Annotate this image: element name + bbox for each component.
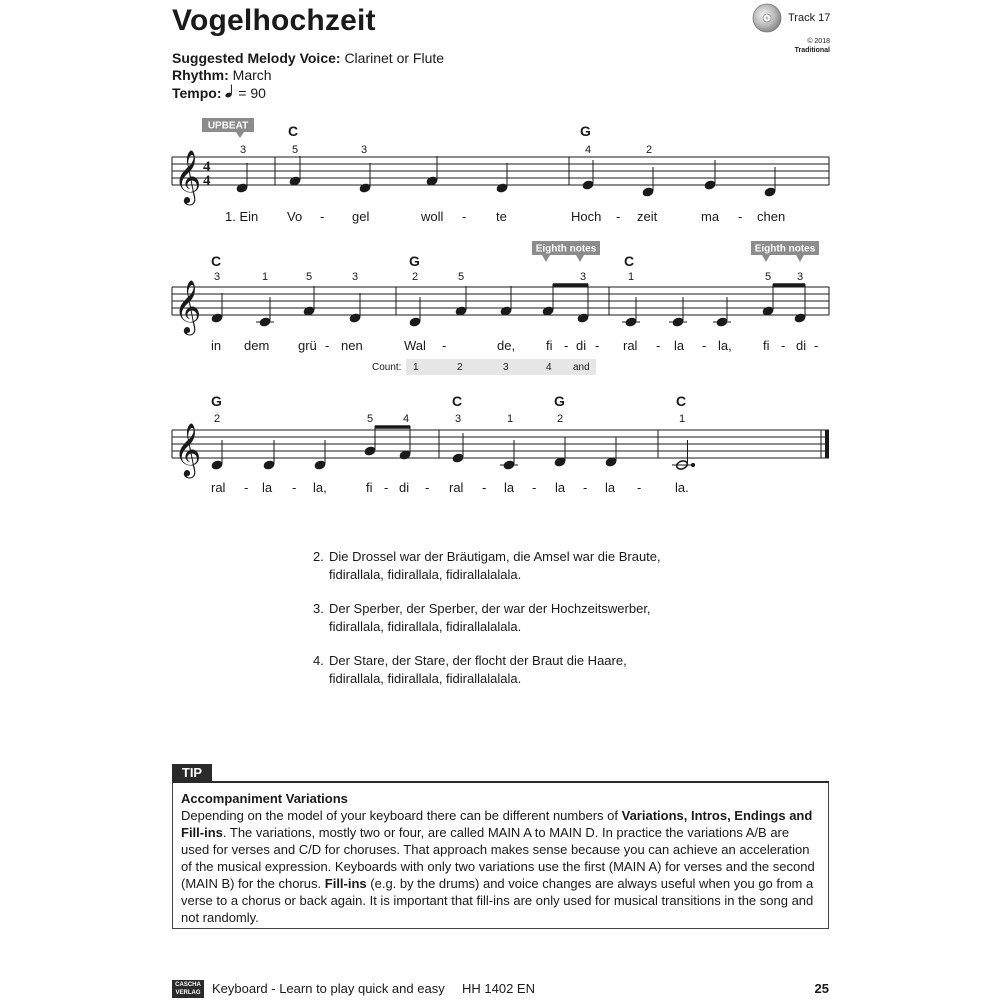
tip-text: . The variations, mostly two or four, are called MAIN A to MAIN D. In practice the variations A/B are used for verses and C/D for choruses. That approach makes sense because you can achieve an acceleration of the musical expression. Keyboards with only two variations use the first (MAIN A) for verses and the second (MAIN B) for the chorus.: [181, 825, 815, 891]
fingering: 1: [507, 413, 514, 425]
lyric: -: [320, 209, 325, 224]
note: [704, 160, 716, 190]
lyric: -: [738, 209, 743, 224]
lyric: -: [583, 480, 588, 495]
lyric: fi: [546, 338, 553, 353]
lyric: fi: [366, 480, 373, 495]
count-value: 1: [413, 362, 419, 373]
lyric: zeit: [637, 209, 658, 224]
fingering: 5: [765, 271, 772, 283]
fingering: 5: [306, 271, 313, 283]
tip-text: Depending on the model of your keyboard there can be different numbers of: [181, 808, 622, 823]
lyric: -: [532, 480, 537, 495]
voice-label: Suggested Melody Voice:: [172, 50, 341, 66]
eighth-notes-label: Eighth notes: [535, 243, 597, 255]
lyric: di: [796, 338, 807, 353]
fingering: 2: [646, 144, 653, 156]
page-title: Vogelhochzeit: [172, 4, 376, 37]
eighth-notes-callout: [751, 241, 819, 262]
tempo-value: = 90: [238, 85, 266, 101]
lyric: la,: [313, 480, 327, 495]
lyric: la,: [718, 338, 732, 353]
lyric: la.: [675, 480, 689, 495]
fingering: 3: [240, 144, 247, 156]
note: [314, 440, 326, 470]
verse: [313, 600, 661, 636]
lyric: -: [292, 480, 297, 495]
lyric: dem: [244, 338, 270, 353]
rhythm-label: Rhythm:: [172, 67, 229, 83]
fingering: 3: [797, 271, 804, 283]
verse-line: fidirallala, fidirallala, fidirallalalala.: [329, 567, 522, 582]
copyright-year: © 2018: [807, 38, 830, 45]
tip-text: (e.g. by the drums) and voice changes are always useful when you go from a verse to a chorus or back again. It is important that fill-ins are only used for musical transitions in the song and not randomly.: [181, 876, 814, 925]
count-value: 2: [457, 362, 463, 373]
note: [764, 167, 776, 197]
count-label: Count:: [372, 362, 402, 373]
fingering: 2: [214, 413, 221, 425]
lyric: -: [564, 338, 569, 353]
lyric: ma: [701, 209, 720, 224]
chord: C: [676, 393, 687, 409]
lyric: -: [244, 480, 249, 495]
copyright-source: Traditional: [794, 47, 830, 54]
fingering: 4: [403, 413, 410, 425]
verse-line: Die Drossel war der Bräutigam, die Amsel war die Braute,: [329, 549, 661, 564]
lyric: -: [442, 338, 447, 353]
note: [211, 440, 223, 470]
lyric: di: [399, 480, 410, 495]
lyric: la: [262, 480, 273, 495]
lyric: -: [656, 338, 661, 353]
verse-line: fidirallala, fidirallala, fidirallalalala.: [329, 619, 522, 634]
lyric: Vo: [287, 209, 303, 224]
note: [554, 437, 566, 467]
time-signature-top: 4: [203, 159, 211, 175]
count-value: 4: [546, 362, 552, 373]
note: [605, 437, 617, 467]
fingering: 5: [292, 144, 299, 156]
lyric: Hoch: [571, 209, 602, 224]
lyric: de,: [497, 338, 516, 353]
chord: C: [624, 253, 635, 269]
fingering: 3: [455, 413, 462, 425]
lyric: la: [674, 338, 685, 353]
note: [500, 440, 518, 470]
note: [263, 440, 275, 470]
fingering: 1: [628, 271, 635, 283]
upbeat-callout: [202, 118, 254, 138]
lyric: -: [462, 209, 467, 224]
lyric: -: [781, 338, 786, 353]
chord: C: [452, 393, 463, 409]
lyric: ral: [211, 480, 226, 495]
fingering: 1: [679, 413, 686, 425]
fingering: 3: [214, 271, 221, 283]
fingering: 1: [262, 271, 269, 283]
tempo-label: Tempo:: [172, 85, 222, 101]
lyric: in: [211, 338, 222, 353]
lyric: -: [482, 480, 487, 495]
chord: G: [554, 393, 565, 409]
lyric: -: [595, 338, 600, 353]
chord: G: [409, 253, 420, 269]
lyric: -: [637, 480, 642, 495]
staff-system-1: [172, 118, 829, 224]
fingering: 5: [458, 271, 465, 283]
lyric: grü: [298, 338, 317, 353]
product-code: HH 1402 EN: [462, 981, 535, 996]
verse-line: fidirallala, fidirallala, fidirallalalala.: [329, 671, 522, 686]
lyric: -: [702, 338, 707, 353]
lyric: -: [616, 209, 621, 224]
tip-heading: Accompaniment Variations: [181, 791, 348, 806]
note: [713, 297, 731, 327]
lyric: ral: [449, 480, 464, 495]
lyric: chen: [757, 209, 786, 224]
note: [582, 160, 594, 190]
eighth-note-pair: [762, 284, 806, 323]
chord: G: [580, 123, 591, 139]
time-signature-bottom: 4: [203, 173, 211, 189]
fingering: 4: [585, 144, 592, 156]
tip-tab: TIP: [172, 764, 212, 782]
lyric: la: [555, 480, 566, 495]
lyric: di: [576, 338, 587, 353]
count-value: 3: [503, 362, 509, 373]
chord: C: [211, 253, 222, 269]
verse-line: Der Stare, der Stare, der flocht der Braut die Haare,: [329, 653, 627, 668]
note: [669, 297, 687, 327]
lyric: ral: [623, 338, 638, 353]
lyric: -: [814, 338, 819, 353]
lyric: fi: [763, 338, 770, 353]
page-footer: [172, 980, 829, 1000]
tip-bold: Fill-ins: [324, 876, 367, 891]
publisher-logo: CASCHA VERLAG: [172, 980, 204, 998]
treble-clef-icon: 𝄞: [174, 279, 202, 333]
tip-body: [181, 807, 820, 926]
verse: [313, 548, 661, 584]
staff-system-2: [172, 241, 829, 375]
verse-number: 2.: [313, 549, 324, 564]
fingering: 3: [580, 271, 587, 283]
tip-bold: Variations, Intros, Endings and Fill-ins: [181, 808, 813, 840]
note: [622, 297, 640, 327]
lyric: 1. Ein: [225, 209, 259, 224]
tip-box: [172, 781, 829, 929]
lyric: woll: [421, 209, 444, 224]
eighth-note-pair: [364, 426, 411, 460]
final-barline: [825, 430, 829, 458]
note: [409, 297, 421, 327]
fingering: 5: [367, 413, 374, 425]
treble-clef-icon: 𝄞: [174, 422, 202, 476]
count-value: and: [573, 362, 590, 373]
count-bar: [372, 359, 596, 375]
book-title: Keyboard - Learn to play quick and easy: [212, 981, 445, 996]
lyric: -: [425, 480, 430, 495]
verse-number: 3.: [313, 601, 324, 616]
half-note-dotted: [672, 440, 695, 470]
verse: [313, 652, 661, 688]
fingering: 3: [361, 144, 368, 156]
lyric: Wal: [404, 338, 426, 353]
lyrics-line-3: [211, 480, 689, 495]
verse-number: 4.: [313, 653, 324, 668]
staff-system-3: [172, 393, 829, 495]
chord: C: [288, 123, 299, 139]
fingering: 2: [412, 271, 419, 283]
upbeat-label: UPBEAT: [207, 120, 249, 132]
note: [256, 297, 274, 327]
eighth-notes-label: Eighth notes: [754, 243, 816, 255]
lyric: -: [325, 338, 330, 353]
lyric: nen: [341, 338, 363, 353]
lyrics-line-2: [211, 338, 818, 353]
verse-line: Der Sperber, der Sperber, der war der Hochzeitswerber,: [329, 601, 651, 616]
note: [452, 433, 464, 463]
eighth-notes-callout: [532, 241, 600, 262]
rhythm-value: March: [232, 67, 272, 83]
fingering: 3: [352, 271, 359, 283]
lyric: gel: [352, 209, 370, 224]
lyric: -: [384, 480, 389, 495]
lyric: la: [504, 480, 515, 495]
note: [642, 167, 654, 197]
treble-clef-icon: 𝄞: [174, 149, 202, 203]
additional-verses: [313, 548, 661, 704]
eighth-note-pair: [542, 284, 589, 323]
voice-value: Clarinet or Flute: [344, 50, 445, 66]
page-number: 25: [814, 981, 829, 996]
lyric: te: [496, 209, 507, 224]
lyric: la: [605, 480, 616, 495]
track-label: Track 17: [788, 12, 831, 24]
fingering: 2: [557, 413, 564, 425]
lyrics-line-1: [225, 209, 785, 224]
chord: G: [211, 393, 222, 409]
